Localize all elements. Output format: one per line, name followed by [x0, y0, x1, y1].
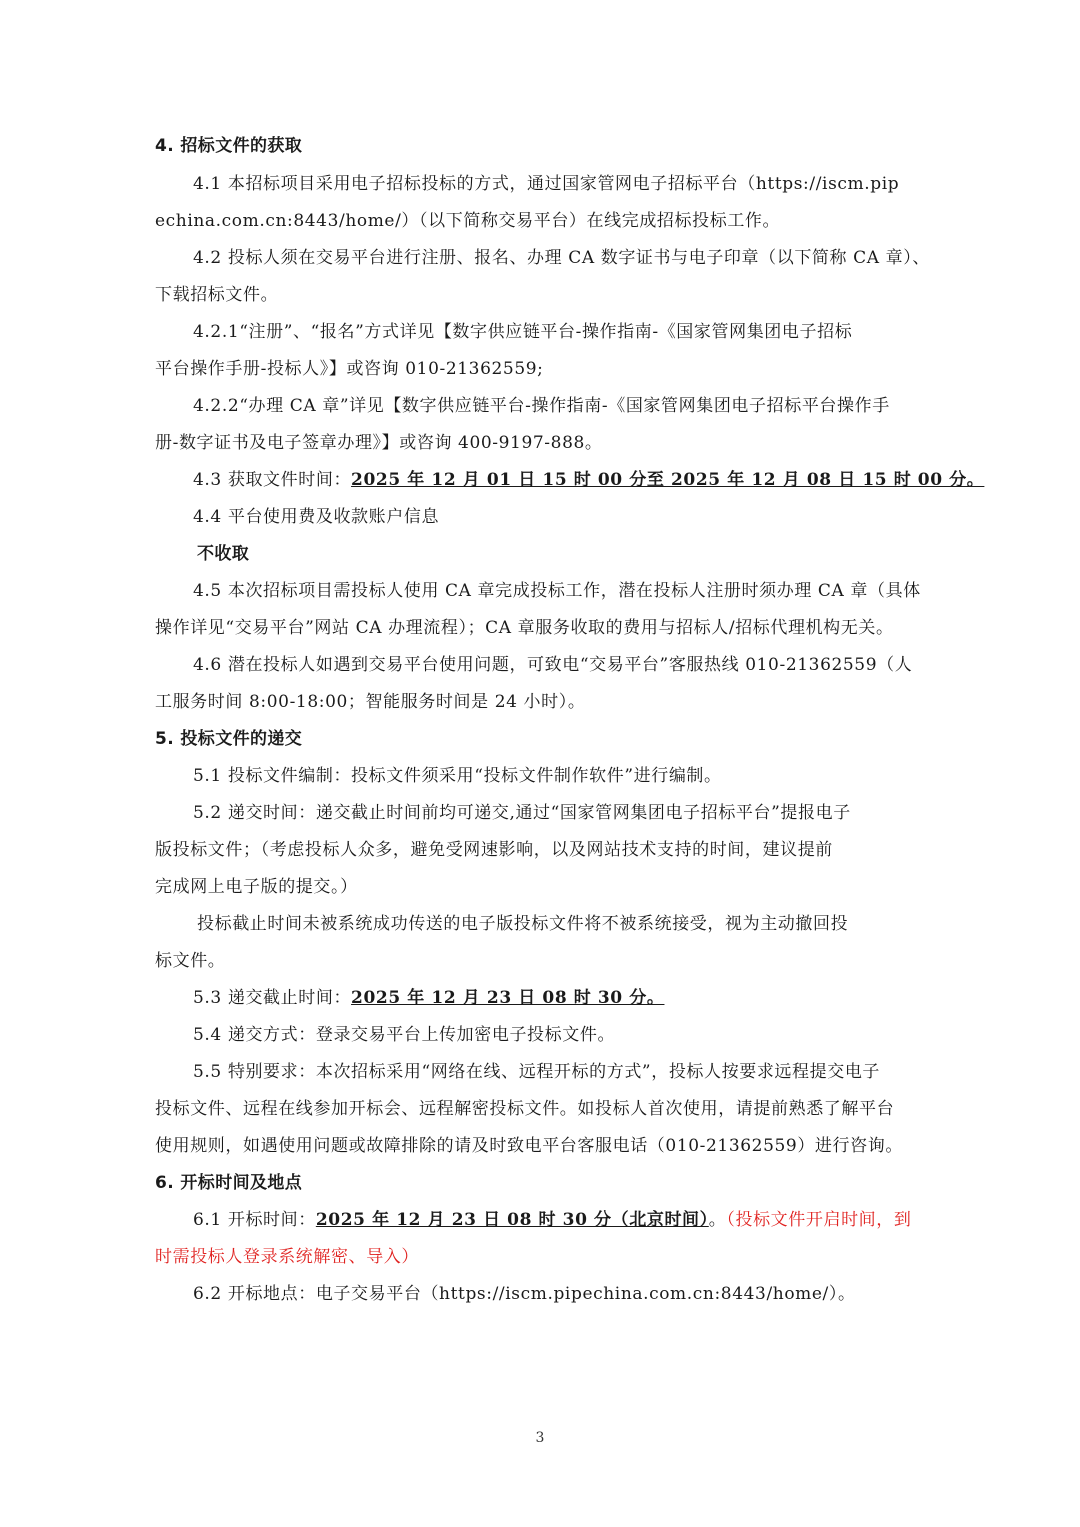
para-5-5-line2: 投标文件、远程在线参加开标会、远程解密投标文件。如投标人首次使用，请提前熟悉了解平台: [155, 1099, 895, 1119]
para-5-2-line5: 标文件。: [155, 951, 226, 971]
para-6-2: 6.2 开标地点：电子交易平台（https://iscm.pipechina.com.cn:8443/home/）。: [193, 1284, 856, 1304]
para-4-2-2-line2: 册-数字证书及电子签章办理》】或咨询 400-9197-888。: [155, 433, 603, 453]
para-4-6-line1: 4.6 潜在投标人如遇到交易平台使用问题，可致电“交易平台”客服热线 010-21362559（人: [193, 655, 913, 675]
para-4-5-line1: 4.5 本次招标项目需投标人使用 CA 章完成投标工作，潜在投标人注册时须办理 CA 章（具体: [193, 581, 921, 601]
para-5-2-line3: 完成网上电子版的提交。）: [155, 877, 358, 897]
para-4-3: [193, 468, 993, 492]
opening-note-part1: （投标文件开启时间，到: [726, 1210, 912, 1230]
para-4-4: 4.4 平台使用费及收款账户信息: [193, 507, 440, 527]
para-4-6-line2: 工服务时间 8:00-18:00；智能服务时间是 24 小时）。: [155, 692, 586, 712]
para-4-2-1-line1: 4.2.1“注册”、“报名”方式详见【数字供应链平台-操作指南-《国家管网集团电子招标: [193, 322, 853, 342]
para-5-5-line1: 5.5 特别要求：本次招标采用“网络在线、远程开标的方式”，投标人按要求远程提交电子: [193, 1062, 881, 1082]
para-4-1-line2: echina.com.cn:8443/home/）（以下简称交易平台）在线完成招标投标工作。: [155, 211, 781, 231]
para-5-2-line2: 版投标文件；（考虑投标人众多，避免受网速影响，以及网站技术支持的时间，建议提前: [155, 840, 833, 860]
acquire-time-value: 2025 年 12 月 01 日 15 时 00 分至 2025 年 12 月 08 日 15 时 00 分。: [351, 470, 985, 490]
opening-time-label: 6.1 开标时间：: [193, 1210, 316, 1230]
para-4-5-line2: 操作详见“交易平台”网站 CA 办理流程）；CA 章服务收取的费用与招标人/招标代理机构无关。: [155, 618, 894, 638]
section-5-heading: 5. 投标文件的递交: [155, 729, 303, 749]
opening-time-value: 2025 年 12 月 23 日 08 时 30 分（北京时间）: [315, 1210, 709, 1230]
opening-note-part2: 时需投标人登录系统解密、导入）: [155, 1247, 419, 1267]
para-4-2-line1: 4.2 投标人须在交易平台进行注册、报名、办理 CA 数字证书与电子印章（以下简称 CA 章）、: [193, 248, 930, 268]
opening-time-period: 。: [708, 1210, 727, 1230]
section-6-heading: 6. 开标时间及地点: [155, 1173, 303, 1193]
page-number: 3: [535, 1430, 545, 1446]
para-4-2-2-line1: 4.2.2“办理 CA 章”详见【数字供应链平台-操作指南-《国家管网集团电子招标平台操作手: [193, 396, 890, 416]
para-5-3: [193, 986, 993, 1010]
para-5-1: 5.1 投标文件编制：投标文件须采用“投标文件制作软件”进行编制。: [193, 766, 722, 786]
para-6-1-line1: [193, 1208, 993, 1232]
para-5-4: 5.4 递交方式：登录交易平台上传加密电子投标文件。: [193, 1025, 616, 1045]
para-5-2-line4: 投标截止时间未被系统成功传送的电子版投标文件将不被系统接受，视为主动撤回投: [197, 914, 849, 934]
para-5-5-line3: 使用规则，如遇使用问题或故障排除的请及时致电平台客服电话（010-21362559）进行咨询。: [155, 1136, 903, 1156]
platform-fee-value: 不收取: [197, 544, 250, 564]
para-5-2-line1: 5.2 递交时间：递交截止时间前均可递交,通过“国家管网集团电子招标平台”提报电子: [193, 803, 851, 823]
para-4-2-1-line2: 平台操作手册-投标人》】或咨询 010-21362559;: [155, 359, 544, 379]
submit-deadline-label: 5.3 递交截止时间：: [193, 988, 352, 1008]
para-4-1-line1: 4.1 本招标项目采用电子招标投标的方式，通过国家管网电子招标平台（https://iscm.pip: [193, 174, 900, 194]
para-4-2-line2: 下载招标文件。: [155, 285, 279, 305]
section-4-heading: 4. 招标文件的获取: [155, 136, 303, 156]
acquire-time-label: 4.3 获取文件时间：: [193, 470, 352, 490]
submit-deadline-value: 2025 年 12 月 23 日 08 时 30 分。: [351, 988, 665, 1008]
